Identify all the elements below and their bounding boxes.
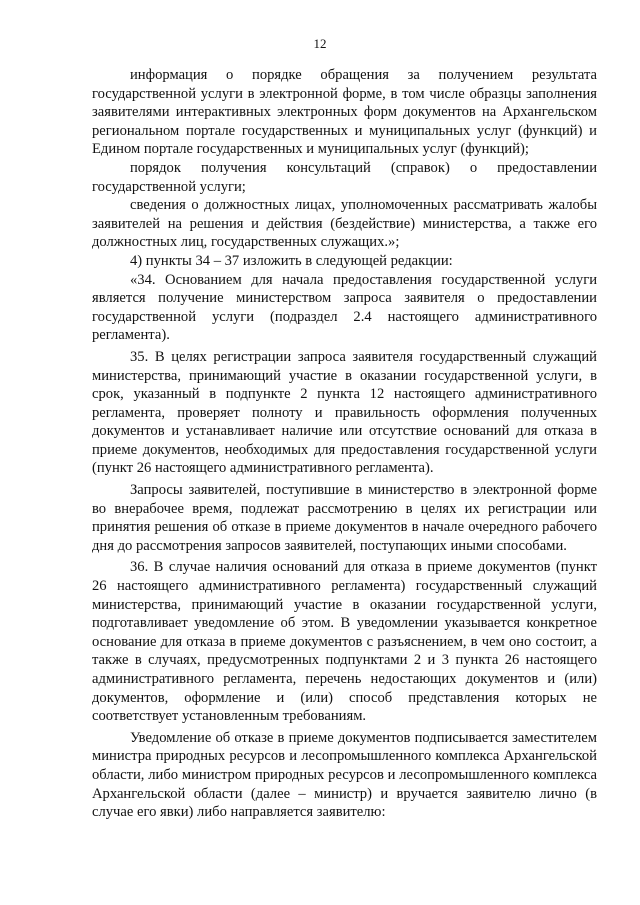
paragraph-item-34: «34. Основанием для начала предоставления государственной услуги является получение министерством запроса заявителя о предоставлении государственной услуги (подраздел 2.4 настоящего административного регламента). — [92, 271, 597, 344]
paragraph-electronic-requests: Запросы заявителей, поступившие в министерство в электронной форме во внерабочее время, подлежат рассмотрению в целях их регистрации или принятия решения об отказе в приеме документов в начале очередного рабочего дня до рассмотрения запросов заявителей, поступающих иными способами. — [92, 482, 597, 554]
paragraph-officials: сведения о должностных лицах, уполномоченных рассматривать жалобы заявителей на решения и действия (бездействие) министерства, а также его должностных лиц, государственных служащих.»; — [92, 197, 597, 251]
paragraph-info-procedure: информация о порядке обращения за получением результата государственной услуги в электронной форме, в том числе образцы заполнения заявителями интерактивных электронных форм документов на Архангельском региональном портале государственных и муниципальных услуг (функций) и Едином портале государственных и муниципальных услуг (функций); — [92, 67, 597, 158]
paragraph-amendment-4: 4) пункты 34 – 37 изложить в следующей редакции: — [130, 252, 453, 269]
paragraph-item-36: 36. В случае наличия оснований для отказа в приеме документов (пункт 26 настоящего административного регламента) государственный служащий министерства, принимающий участие в оказании государственной услуги, подготавливает уведомление об этом. В уведомлении указывается конкретное основание для отказа в приеме документов с разъяснением, в чем оно состоит, а также в случаях, предусмотренных подпунктами 2 и 3 пункта 26 настоящего административного регламента, перечень недостающих документов и (или) документов, оформление и (или) способ представления которых не соответствует установленным требованиям. — [92, 559, 597, 725]
paragraph-item-35: 35. В целях регистрации запроса заявителя государственный служащий министерства, принимающий участие в оказании государственной услуги, в срок, указанный в подпункте 2 пункта 12 настоящего административного регламента, проверяет полноту и правильность оформления полученных документов и устанавливает наличие или отсутствие оснований для отказа в приеме документов, необходимых для предоставления государственной услуги (пункт 26 настоящего административного регламента). — [92, 348, 597, 477]
paragraph-refusal-notice: Уведомление об отказе в приеме документов подписывается заместителем министра природных ресурсов и лесопромышленного комплекса Архангельской области, либо министром природных ресурсов и лесопромышленного комплекса Архангельской области (далее – министр) и вручается заявителю лично (в случае его явки) либо направляется заявителю: — [92, 729, 597, 821]
paragraph-consultations: порядок получения консультаций (справок) о предоставлении государственной услуги; — [92, 159, 597, 195]
page-number: 12 — [313, 36, 327, 51]
document-body — [92, 66, 597, 822]
